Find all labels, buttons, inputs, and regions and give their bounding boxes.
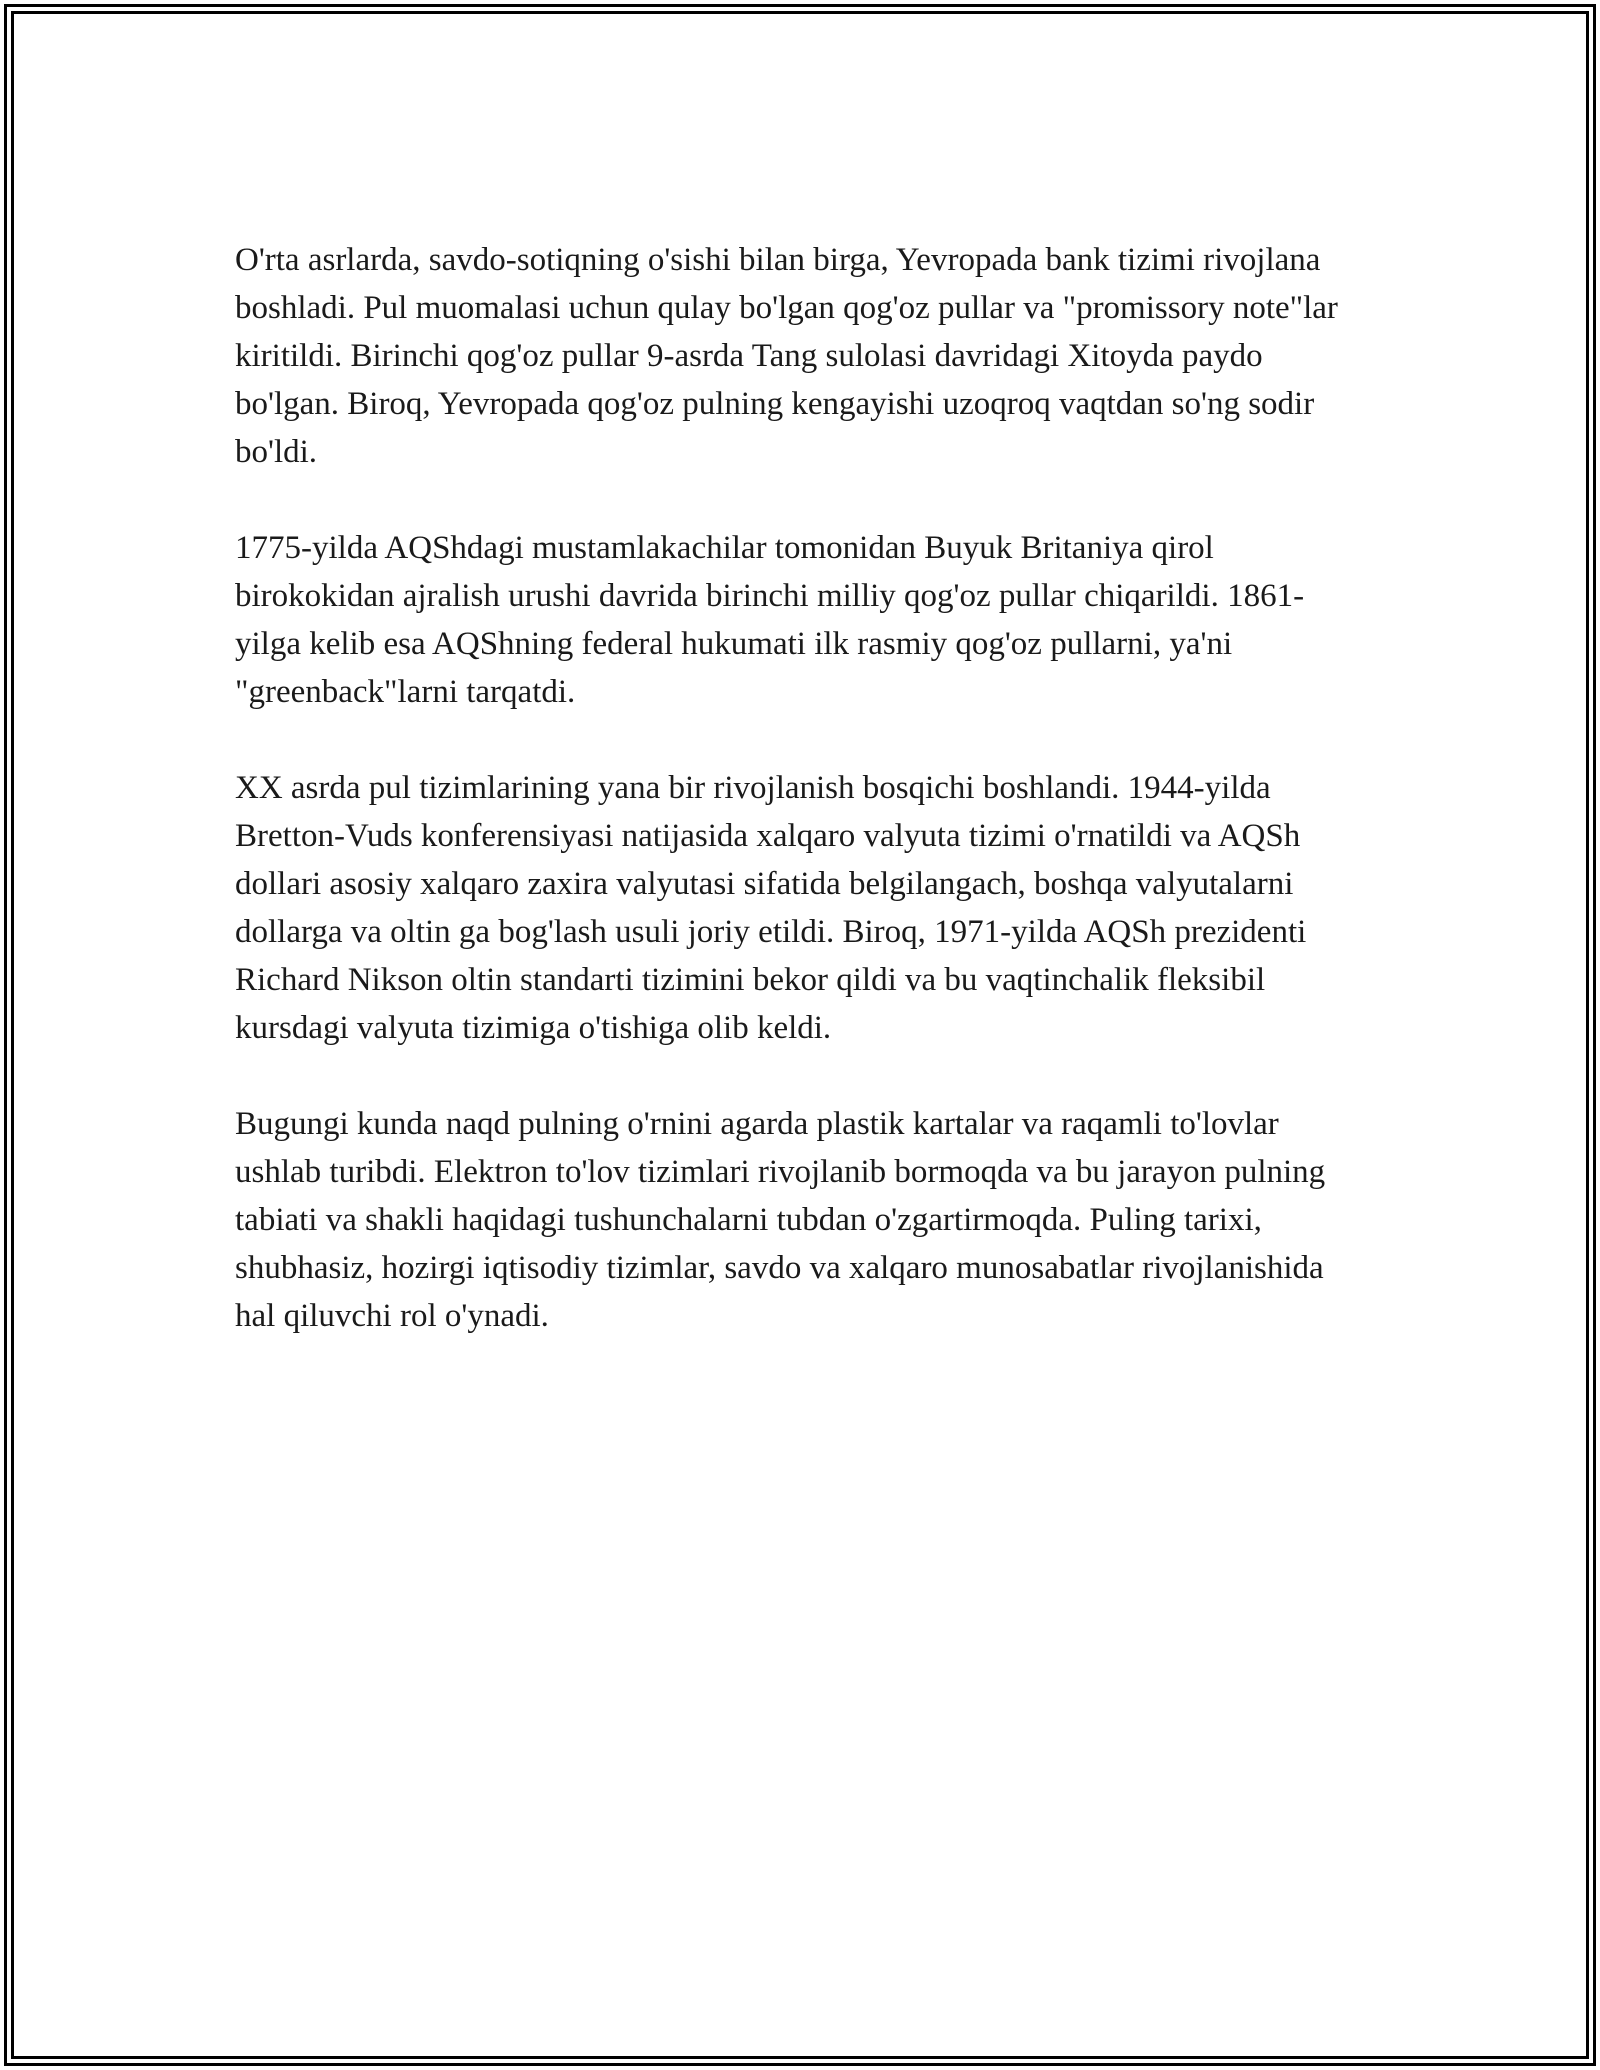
paragraph-1: O'rta asrlarda, savdo-sotiqning o'sishi bilan birga, Yevropada bank tizimi rivojlana boshladi. Pul muomalasi uchun qulay bo'lgan qog'oz pullar va "promissory note"lar kiritildi. Birinchi qog'oz pullar 9-asrda Tang sulolasi davridagi Xitoyda paydo bo'lgan. Biroq, Yevropada qog'oz pulning kengayishi uzoqroq vaqtdan so'ng sodir bo'ldi. — [235, 242, 1338, 470]
paragraph-2: 1775-yilda AQShdagi mustamlakachilar tomonidan Buyuk Britaniya qirol birokokidan ajralish urushi davrida birinchi milliy qog'oz pullar chiqarildi. 1861-yilga kelib esa AQShning federal hukumati ilk rasmiy qog'oz pullarni, ya'ni "greenback"larni tarqatdi. — [235, 530, 1305, 710]
paragraph-4: Bugungi kunda naqd pulning o'rnini agarda plastik kartalar va raqamli to'lovlar ushlab turibdi. Elektron to'lov tizimlari rivojlanib bormoqda va bu jarayon pulning tabiati va shakli haqidagi tushunchalarni tubdan o'zgartirmoqda. Puling tarixi, shubhasiz, hozirgi iqtisodiy tizimlar, savdo va xalqaro munosabatlar rivojlanishida hal qiluvchi rol o'ynadi. — [235, 1106, 1326, 1334]
paragraph-3: XX asrda pul tizimlarining yana bir rivojlanish bosqichi boshlandi. 1944-yilda Bretton-Vuds konferensiyasi natijasida xalqaro valyuta tizimi o'rnatildi va AQSh dollari asosiy xalqaro zaxira valyutasi sifatida belgilangach, boshqa valyutalarni dollarga va oltin ga bog'lash usuli joriy etildi. Biroq, 1971-yilda AQSh prezidenti Richard Nikson oltin standarti tizimini bekor qildi va bu vaqtinchalik fleksibil kursdagi valyuta tizimiga o'tishiga olib keldi. — [235, 770, 1307, 1046]
document-body — [235, 236, 1370, 1388]
